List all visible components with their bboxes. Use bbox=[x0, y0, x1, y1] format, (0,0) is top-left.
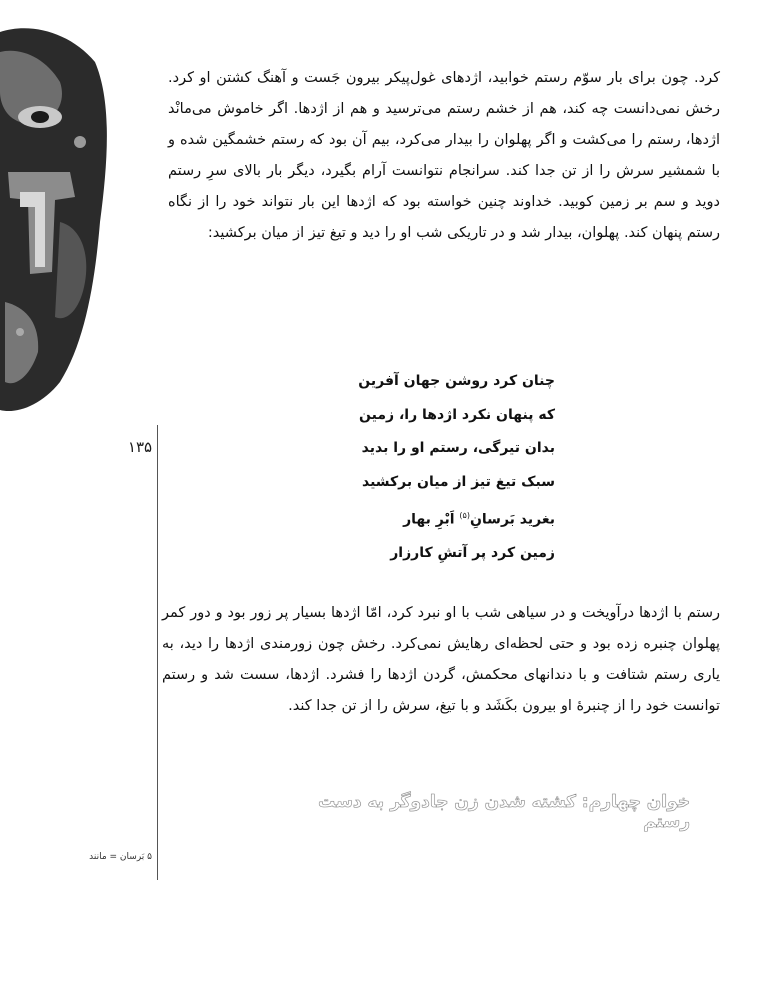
poem-line-4: سبک تیغ تیز از میان برکشید bbox=[361, 473, 555, 490]
page-number: ۱۳۵ bbox=[127, 438, 153, 456]
footnote-marker: (۵) bbox=[459, 511, 470, 520]
margin-rule bbox=[157, 425, 158, 880]
section-heading: خوان چهارم: کشته شدن زن جادوگر به دست رستم bbox=[318, 792, 690, 832]
paragraph-1: کرد. چون برای بار سوّم رستم خوابید، اژدهای غول‌پیکر بیرون جَست و آهنگ کشتن او کرد. رخش نمی‌دانست چه کند، هم از خشم رستم می‌ترسید و هم از اژدها. اگر خاموش می‌مانْد اژدها، رستم را می‌کشت و اگر پهلوان را بیدار می‌کرد، بیم آن بود که رستم خشمگین شده و با شمشیر سرش را از تن جدا کند. سرانجام نتوانست آرام بگیرد، دیگر بار بالای سرِ رستم دوید و سم بر زمین کوبید. خداوند چنین خواسته بود که اژدها این بار نتواند خود را از نگاه رستم پنهان کند. پهلوان، بیدار شد و در تاریکی شب او را دید و تیغ تیز از میان برکشید: bbox=[168, 70, 720, 241]
poem-line-6: زمین کرد پر آتشِ کارزار bbox=[390, 545, 555, 562]
poem-line-5-start: بغرید بَرسانِ bbox=[469, 511, 555, 528]
poem bbox=[300, 365, 555, 571]
poem-line-5-end: اَبْرِ بهار bbox=[403, 511, 455, 528]
poem-line-3: بدان تیرگی، رستم او را بدید bbox=[361, 440, 555, 456]
footnote: ۵ بَرسان = مانند bbox=[89, 852, 152, 862]
artifact-illustration bbox=[0, 22, 110, 412]
paragraph-2: رستم با اژدها درآویخت و در سیاهی شب با او نبرد کرد، امّا اژدها بسیار پر زور بود و دور کمر پهلوان چنبره زده بود و حتی لحظه‌ای رهایش نمی‌کرد. رخش چون زورمندی اژدها را دید، به یاری رستم شتافت و با دندانهای محکمش، گردن اژدها را فشرد. اژدها، سست شد و رستم توانست خود را از چنبرهٔ او بیرون بکَشَد و با تیغ، سرش را از تن جدا کند. bbox=[162, 605, 720, 714]
poem-line-5 bbox=[300, 499, 555, 537]
poem-line-1: چنان کرد روشن جهان آفرین bbox=[358, 373, 555, 389]
poem-line-2: که پنهان نکرد اژدها را، زمین bbox=[359, 406, 555, 423]
